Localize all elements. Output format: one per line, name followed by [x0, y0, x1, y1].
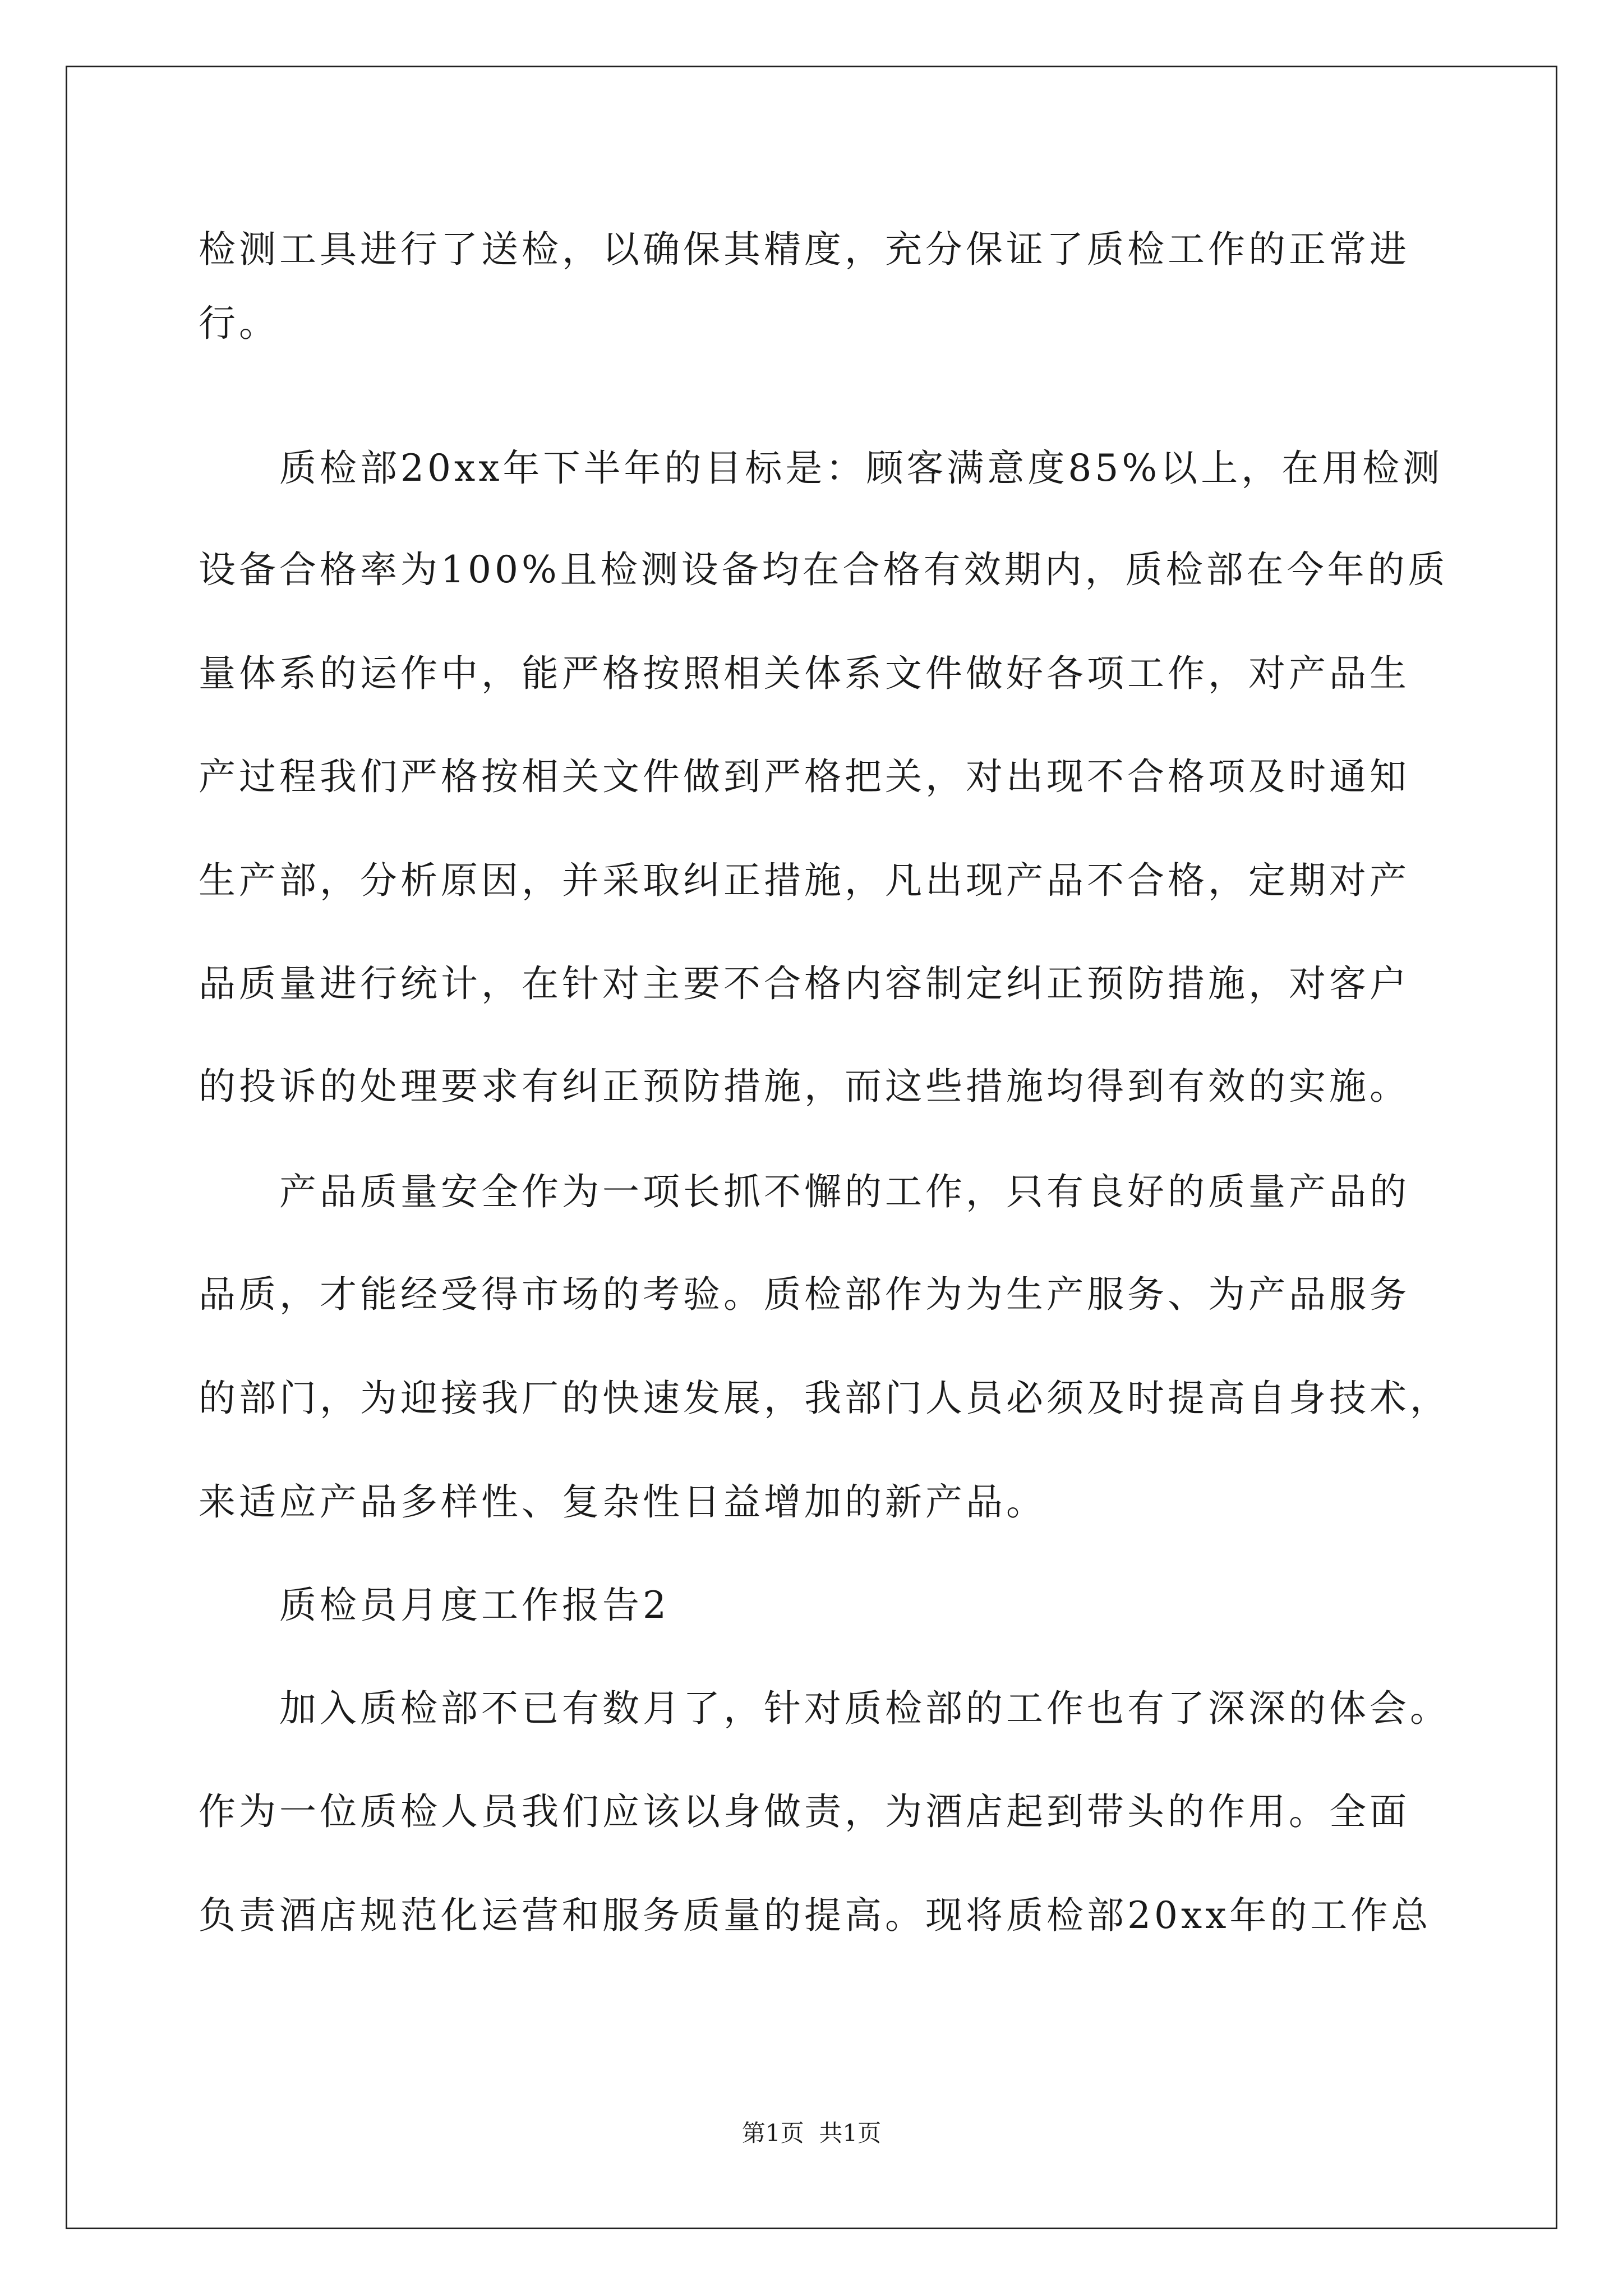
text-line: 作为一位质检人员我们应该以身做责，为酒店起到带头的作用。全面 [199, 1790, 1410, 1833]
text-line: 量体系的运作中，能严格按照相关体系文件做好各项工作，对产品生 [199, 652, 1410, 695]
text-line: 的部门，为迎接我厂的快速发展，我部门人员必须及时提高自身技术， [199, 1377, 1450, 1420]
text-line: 品质，才能经受得市场的考验。质检部作为为生产服务、为产品服务 [199, 1273, 1410, 1316]
text-line: 产过程我们严格按相关文件做到严格把关，对出现不合格项及时通知 [199, 755, 1410, 798]
text-line: 加入质检部不已有数月了，针对质检部的工作也有了深深的体会。 [199, 1687, 1450, 1730]
text-line: 设备合格率为100%且检测设备均在合格有效期内，质检部在今年的质 [199, 548, 1449, 591]
page-number-footer: 第1页 共1页 [741, 2119, 882, 2147]
text-line: 品质量进行统计，在针对主要不合格内容制定纠正预防措施，对客户 [199, 962, 1410, 1005]
text-line: 生产部，分析原因，并采取纠正措施，凡出现产品不合格，定期对产 [199, 859, 1410, 902]
text-line: 质检部20xx年下半年的目标是：顾客满意度85%以上，在用检测 [199, 447, 1444, 490]
text-line: 产品质量安全作为一项长抓不懈的工作，只有良好的质量产品的 [199, 1170, 1410, 1213]
section-heading: 质检员月度工作报告2 [199, 1584, 670, 1627]
text-line: 的投诉的处理要求有纠正预防措施，而这些措施均得到有效的实施。 [199, 1065, 1410, 1108]
text-line: 来适应产品多样性、复杂性日益增加的新产品。 [199, 1480, 1046, 1524]
text-line: 负责酒店规范化运营和服务质量的提高。现将质检部20xx年的工作总 [199, 1894, 1432, 1937]
text-line: 行。 [199, 302, 279, 345]
text-line: 检测工具进行了送检，以确保其精度，充分保证了质检工作的正常进 [199, 228, 1410, 271]
